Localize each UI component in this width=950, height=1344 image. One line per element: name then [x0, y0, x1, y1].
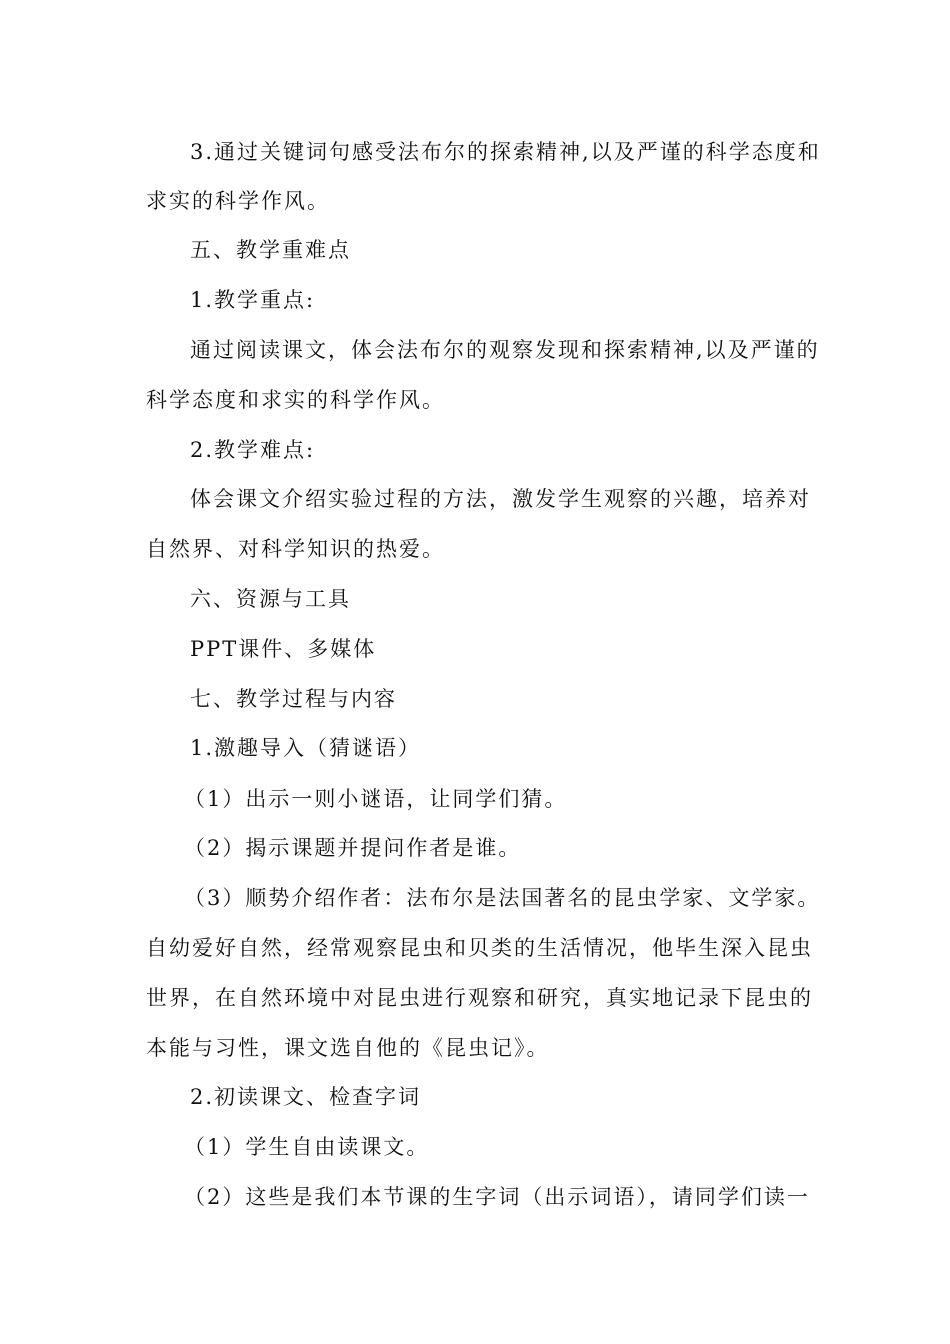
objective-3-line-2: 求实的科学作风。	[146, 189, 330, 213]
objective-3-line-1: 3.通过关键词句感受法布尔的探索精神,以及严谨的科学态度和	[190, 140, 821, 164]
step-1-item-2: （2）揭示课题并提问作者是谁。	[184, 836, 522, 860]
subheading-teaching-focus: 1.教学重点:	[190, 288, 316, 312]
teaching-focus-line-2: 科学态度和求实的科学作风。	[146, 388, 445, 412]
step-1-item-1: （1）出示一则小谜语，让同学们猜。	[184, 787, 568, 811]
step-1-item-3-line-3: 世界，在自然环境中对昆虫进行观察和研究，真实地记录下昆虫的	[146, 986, 813, 1010]
section-heading-key-difficult-points: 五、教学重难点	[190, 238, 351, 262]
teaching-difficulty-line-1: 体会课文介绍实验过程的方法，激发学生观察的兴趣，培养对	[190, 487, 811, 511]
step-1-item-3-line-1: （3）顺势介绍作者：法布尔是法国著名的昆虫学家、文学家。	[184, 886, 821, 910]
step-2-item-1: （1）学生自由读课文。	[184, 1135, 430, 1159]
resources-text: PPT课件、多媒体	[190, 637, 377, 661]
step-2-heading: 2.初读课文、检查字词	[190, 1085, 422, 1109]
step-1-heading: 1.激趣导入（猜谜语）	[190, 736, 422, 760]
section-heading-teaching-process: 七、教学过程与内容	[190, 687, 397, 711]
step-1-item-3-line-2: 自幼爱好自然，经常观察昆虫和贝类的生活情况，他毕生深入昆虫	[146, 936, 813, 960]
section-heading-resources: 六、资源与工具	[190, 587, 351, 611]
teaching-difficulty-line-2: 自然界、对科学知识的热爱。	[146, 537, 445, 561]
step-1-item-3-line-4: 本能与习性，课文选自他的《昆虫记》。	[146, 1036, 550, 1060]
teaching-focus-line-1: 通过阅读课文，体会法布尔的观察发现和探索精神,以及严谨的	[190, 338, 820, 362]
subheading-teaching-difficulty: 2.教学难点:	[190, 438, 316, 462]
step-2-item-2-line-1: （2）这些是我们本节课的生字词（出示词语），请同学们读一	[184, 1185, 810, 1209]
